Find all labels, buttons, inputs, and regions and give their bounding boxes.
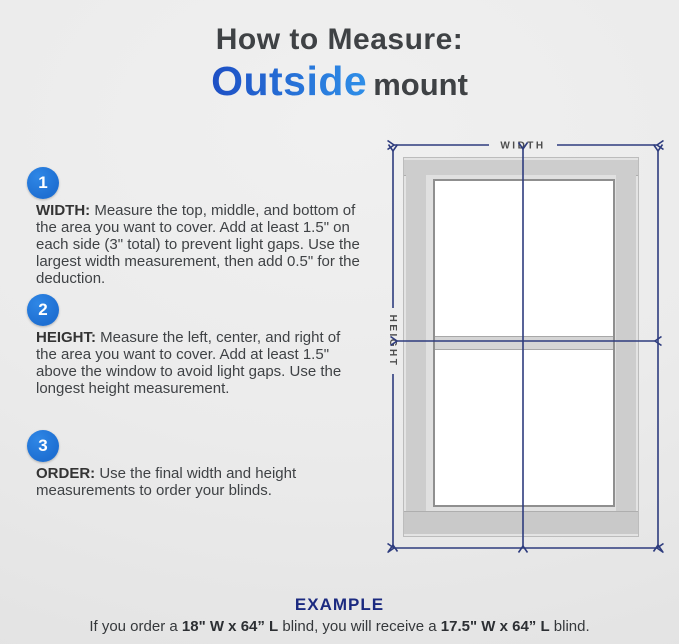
title-line1: How to Measure:	[215, 23, 464, 56]
step-3-text	[36, 465, 360, 499]
step-1-body: Measure the top, middle, and bottom of the area you want to cover. Add at least 1.5" on each side (3" total) to prevent light gaps. Use the largest width measurement, then add 0.5" for the deduction.	[36, 202, 360, 287]
height-dimension-arrow	[387, 151, 398, 545]
window-head-casing	[404, 160, 638, 176]
step-1-text	[36, 202, 360, 287]
step-3-body: Use the final width and height measurements to order your blinds.	[36, 465, 297, 499]
window-illustration	[403, 157, 639, 537]
step-1-label: WIDTH:	[36, 202, 91, 219]
title-mount-type: Outside	[211, 58, 368, 104]
step-order	[27, 430, 367, 499]
window-middle-rail	[435, 336, 613, 350]
page-title	[0, 22, 679, 113]
example-sentence	[0, 618, 679, 635]
example-suffix: blind.	[549, 618, 590, 635]
step-2-label: HEIGHT:	[36, 329, 96, 346]
example-heading: EXAMPLE	[294, 595, 385, 614]
example-order-size: 18" W x 64” L	[181, 618, 279, 635]
step-2-text	[36, 329, 360, 397]
step-1-number-badge: 1	[27, 167, 59, 199]
example-section	[0, 595, 679, 635]
window-sill	[404, 511, 638, 534]
step-width	[27, 167, 367, 287]
width-dimension-label: WIDTH	[500, 140, 546, 152]
step-2-body: Measure the left, center, and right of the area you want to cover. Add at least 1.5" above the window to avoid light gaps. Use the longest height measurement.	[36, 329, 342, 397]
step-3-label: ORDER:	[36, 465, 96, 482]
step-2-number-badge: 2	[27, 294, 59, 326]
example-received-size: 17.5" W x 64” L	[440, 618, 550, 635]
width-dimension-arrow	[394, 141, 657, 152]
steps-list	[27, 167, 367, 499]
title-mount-word: mount	[373, 67, 468, 102]
step-height	[27, 294, 367, 397]
example-middle: blind, you will receive a	[278, 618, 441, 635]
example-prefix: If you order a	[89, 618, 182, 635]
title-line2	[0, 59, 679, 113]
height-dimension-label: HEIGHT	[387, 314, 398, 368]
window-pane	[433, 179, 615, 507]
step-3-number-badge: 3	[27, 430, 59, 462]
window-right-casing	[616, 175, 636, 513]
window-left-casing	[406, 175, 426, 513]
